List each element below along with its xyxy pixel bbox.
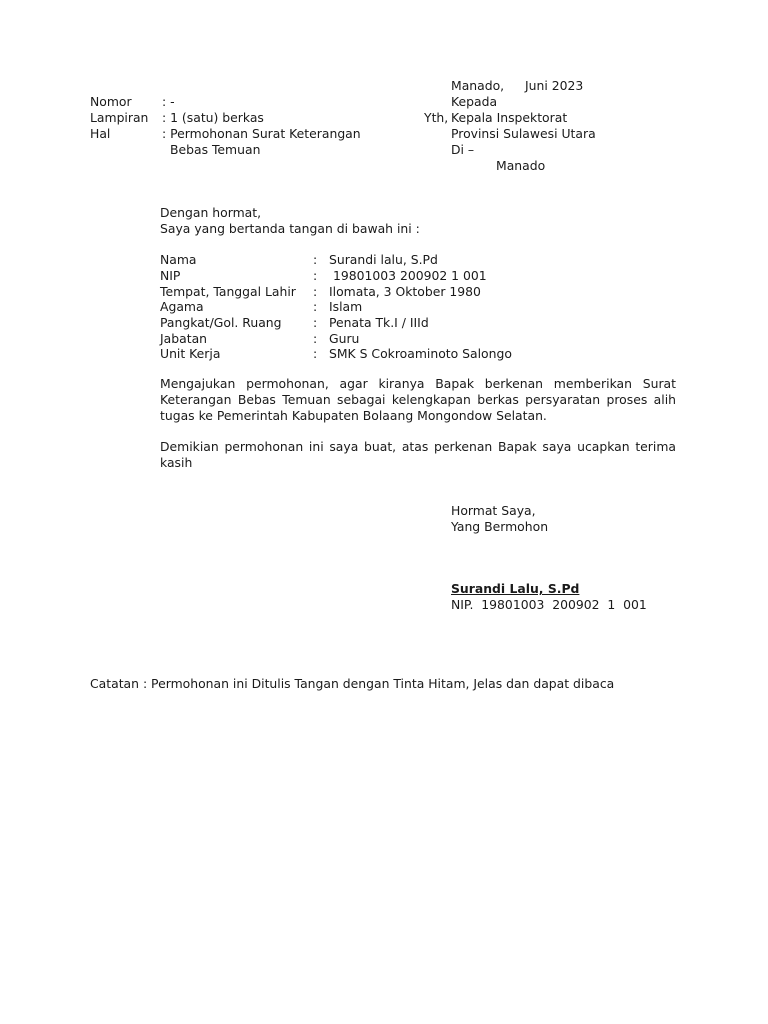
di-label: Di –	[451, 142, 475, 157]
field-sep: :	[313, 299, 318, 314]
signatory-nip: NIP. 19801003 200902 1 001	[451, 597, 647, 612]
yth-label: Yth,	[424, 110, 449, 125]
request-paragraph: Mengajukan permohonan, agar kiranya Bapak berkenan memberikan Surat Keterangan Bebas Temuan sebagai kelengkapan berkas persyaratan proses alih tugas ke Pemerintah Kabupaten Bolaang Mongondow Selatan.	[160, 376, 676, 424]
field-label: Nama	[160, 252, 197, 267]
closing-salutation: Hormat Saya,	[451, 503, 536, 518]
field-sep: :	[313, 315, 318, 330]
recipient-city: Manado	[496, 158, 546, 173]
field-value: Islam	[329, 299, 363, 314]
place-label: Manado,	[451, 78, 505, 93]
field-value: 19801003 200902 1 001	[329, 268, 487, 283]
field-label: Jabatan	[160, 331, 208, 346]
field-label: Agama	[160, 299, 204, 314]
closing-paragraph: Demikian permohonan ini saya buat, atas perkenan Bapak saya ucapkan terima kasih	[160, 439, 676, 471]
field-value: SMK S Cokroaminoto Salongo	[329, 346, 512, 361]
lampiran-value: : 1 (satu) berkas	[162, 110, 264, 125]
field-label: Tempat, Tanggal Lahir	[160, 284, 296, 299]
field-sep: :	[313, 331, 318, 346]
intro-text: Saya yang bertanda tangan di bawah ini :	[160, 221, 420, 236]
footer-note: Catatan : Permohonan ini Ditulis Tangan dengan Tinta Hitam, Jelas dan dapat dibaca	[90, 676, 615, 691]
signatory-name: Surandi Lalu, S.Pd	[451, 581, 580, 596]
field-label: Unit Kerja	[160, 346, 221, 361]
field-value: Guru	[329, 331, 360, 346]
nomor-label: Nomor	[90, 94, 132, 109]
field-sep: :	[313, 252, 318, 267]
field-sep: :	[313, 268, 318, 283]
field-value: Ilomata, 3 Oktober 1980	[329, 284, 481, 299]
field-sep: :	[313, 346, 318, 361]
kepada-label: Kepada	[451, 94, 498, 109]
recipient-line2: Provinsi Sulawesi Utara	[451, 126, 596, 141]
field-value: Surandi lalu, S.Pd	[329, 252, 438, 267]
hal-value-line1: : Permohonan Surat Keterangan	[162, 126, 361, 141]
field-label: NIP	[160, 268, 181, 283]
closing-role: Yang Bermohon	[451, 519, 549, 534]
date-label: Juni 2023	[525, 78, 584, 93]
greeting: Dengan hormat,	[160, 205, 262, 220]
recipient-line1: Kepala Inspektorat	[451, 110, 568, 125]
lampiran-label: Lampiran	[90, 110, 149, 125]
nomor-value: : -	[162, 94, 175, 109]
field-sep: :	[313, 284, 318, 299]
hal-value-line2: Bebas Temuan	[170, 142, 261, 157]
field-label: Pangkat/Gol. Ruang	[160, 315, 282, 330]
field-value: Penata Tk.I / IIId	[329, 315, 429, 330]
hal-label: Hal	[90, 126, 111, 141]
